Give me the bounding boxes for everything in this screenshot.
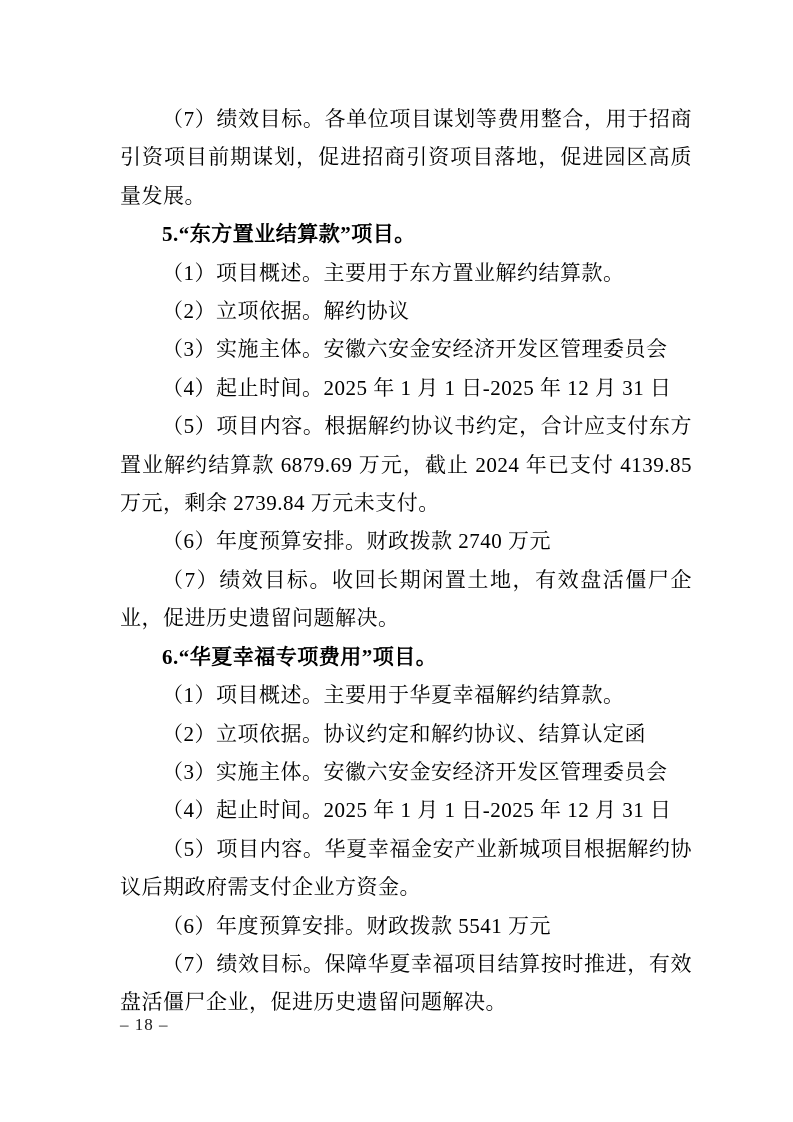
section-5-item-content: （5）项目内容。根据解约协议书约定，合计应支付东方置业解约结算款 6879.69 万元，截止 2024 年已支付 4139.85 万元，剩余 2739.84 万元未支付。 — [120, 414, 692, 516]
section-6-item-overview: （1）项目概述。主要用于华夏幸福解约结算款。 — [162, 683, 625, 708]
document-body — [120, 100, 692, 1022]
section-6-item-basis: （2）立项依据。协议约定和解约协议、结算认定函 — [162, 721, 646, 746]
section-5-heading: 5.“东方置业结算款”项目。 — [162, 222, 416, 247]
section-5-item-budget: （6）年度预算安排。财政拨款 2740 万元 — [162, 529, 551, 554]
section-6-item-performance-goal: （7）绩效目标。保障华夏幸福项目结算按时推进，有效盘活僵尸企业，促进历史遗留问题解决。 — [120, 951, 692, 1015]
paragraph-performance-goal-prev-section: （7）绩效目标。各单位项目谋划等费用整合，用于招商引资项目前期谋划，促进招商引资项目落地，促进园区高质量发展。 — [120, 107, 692, 208]
section-5-item-overview: （1）项目概述。主要用于东方置业解约结算款。 — [162, 260, 625, 285]
section-5-item-performance-goal: （7）绩效目标。收回长期闲置土地，有效盘活僵尸企业，促进历史遗留问题解决。 — [120, 567, 692, 631]
page-number: – 18 – — [120, 1015, 169, 1034]
section-5-item-duration: （4）起止时间。2025 年 1 月 1 日-2025 年 12 月 31 日 — [162, 375, 672, 400]
section-5-item-implementer: （3）实施主体。安徽六安金安经济开发区管理委员会 — [162, 337, 668, 362]
section-6-item-duration: （4）起止时间。2025 年 1 月 1 日-2025 年 12 月 31 日 — [162, 798, 672, 823]
section-6-item-content: （5）项目内容。华夏幸福金安产业新城项目根据解约协议后期政府需支付企业方资金。 — [120, 836, 692, 900]
section-6-item-budget: （6）年度预算安排。财政拨款 5541 万元 — [162, 913, 551, 938]
section-6-item-implementer: （3）实施主体。安徽六安金安经济开发区管理委员会 — [162, 759, 668, 784]
section-5-item-basis: （2）立项依据。解约协议 — [162, 299, 410, 324]
section-6-heading: 6.“华夏幸福专项费用”项目。 — [162, 644, 438, 669]
